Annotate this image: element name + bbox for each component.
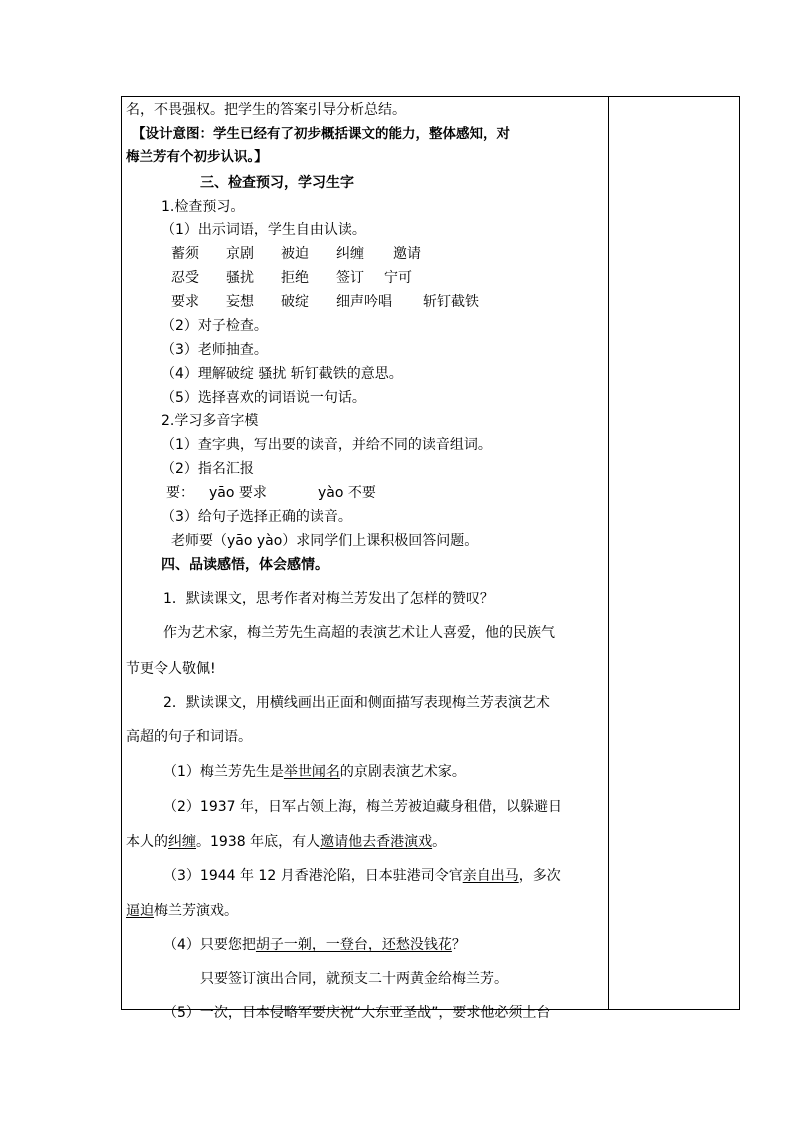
- example-sentence: 本人的纠缠。1938 年底，有人邀请他去香港演戏。: [126, 834, 447, 850]
- vocab-word: 忍受: [171, 270, 199, 286]
- question-line: 1．默读课文，思考作者对梅兰芳发出了怎样的赞叹？: [163, 591, 494, 607]
- vocab-word: 纠缠: [336, 246, 364, 262]
- section-heading: 四、品读感悟，体会感情。: [161, 557, 329, 573]
- vocab-word: 细声吟唱: [336, 294, 392, 310]
- underlined-phrase: 纠缠: [168, 834, 196, 850]
- underlined-phrase: 邀请他去香港演戏: [320, 834, 433, 850]
- vocab-word: 破绽: [281, 294, 309, 310]
- pinyin-reading: yāo 要求: [209, 485, 267, 501]
- underlined-phrase: 亲自出马: [462, 868, 519, 884]
- text-line: 2.学习多音字模: [161, 413, 259, 429]
- design-intent-line: 【设计意图：学生已经有了初步概括课文的能力，整体感知，对: [132, 126, 510, 142]
- example-sentence: （3）1944 年 12 月香港沦陷，日本驻港司令官亲自出马，多次: [163, 868, 561, 884]
- text-line: 高超的句子和词语。: [126, 729, 252, 745]
- text-line: （5）选择喜欢的词语说一句话。: [161, 390, 366, 406]
- design-intent-line: 梅兰芳有个初步认识。】: [126, 149, 268, 165]
- text-line: （2）指名汇报: [161, 461, 254, 477]
- underlined-phrase: 逼迫: [126, 903, 154, 919]
- text-line: 老师要（yāo yào）求同学们上课积极回答问题。: [171, 533, 479, 549]
- question-line: 2．默读课文，用横线画出正面和侧面描写表现梅兰芳表演艺术: [163, 695, 550, 711]
- text-line: 节更令人敬佩!: [126, 661, 216, 677]
- vocab-word: 被迫: [281, 246, 309, 262]
- quote-line: 只要签订演出合同，就预支二十两黄金给梅兰芳。: [200, 971, 508, 987]
- text-line: 作为艺术家，梅兰芳先生高超的表演艺术让人喜爱，他的民族气: [163, 625, 555, 641]
- text-line: 名，不畏强权。把学生的答案引导分析总结。: [126, 102, 406, 118]
- pinyin-reading: yào 不要: [318, 485, 376, 501]
- text-line: （1）查字典，写出要的读音，并给不同的读音组词。: [161, 437, 492, 453]
- text-line: （3）老师抽查。: [161, 342, 268, 358]
- vocab-word: 要求: [171, 294, 199, 310]
- text-line: 1.检查预习。: [161, 199, 245, 215]
- underlined-phrase: 胡子一剃，一登台，还愁没钱花: [255, 937, 452, 953]
- text-line: （3）给句子选择正确的读音。: [161, 509, 352, 525]
- text-line: （1）出示词语，学生自由认读。: [161, 222, 366, 238]
- vocab-word: 拒绝: [281, 270, 309, 286]
- example-sentence: （5）一次，日本侵略军要庆祝“大东亚圣战”，要求他必须上台: [163, 1005, 551, 1021]
- vocab-word: 邀请: [393, 246, 421, 262]
- example-sentence: （2）1937 年，日军占领上海，梅兰芳被迫藏身租借，以躲避日: [163, 799, 562, 815]
- vocab-word: 京剧: [226, 246, 254, 262]
- column-divider: [608, 96, 609, 1010]
- text-line: （4）理解破绽 骚扰 斩钉截铁的意思。: [161, 366, 403, 382]
- vocab-word: 妄想: [226, 294, 254, 310]
- underlined-phrase: 举世闻名: [283, 764, 340, 780]
- example-sentence: （1）梅兰芳先生是举世闻名的京剧表演艺术家。: [163, 764, 466, 780]
- text-line: （2）对子检查。: [161, 318, 268, 334]
- pinyin-label: 要：: [166, 485, 194, 501]
- vocab-word: 骚扰: [226, 270, 254, 286]
- vocab-word: 蓄须: [171, 246, 199, 262]
- example-sentence: 逼迫梅兰芳演戏。: [126, 903, 238, 919]
- vocab-word: 宁可: [384, 270, 412, 286]
- vocab-word: 斩钉截铁: [423, 294, 479, 310]
- section-heading: 三、检查预习，学习生字: [200, 175, 354, 191]
- example-sentence: （4）只要您把胡子一剃，一登台，还愁没钱花？: [163, 937, 466, 953]
- vocab-word: 签订: [336, 270, 364, 286]
